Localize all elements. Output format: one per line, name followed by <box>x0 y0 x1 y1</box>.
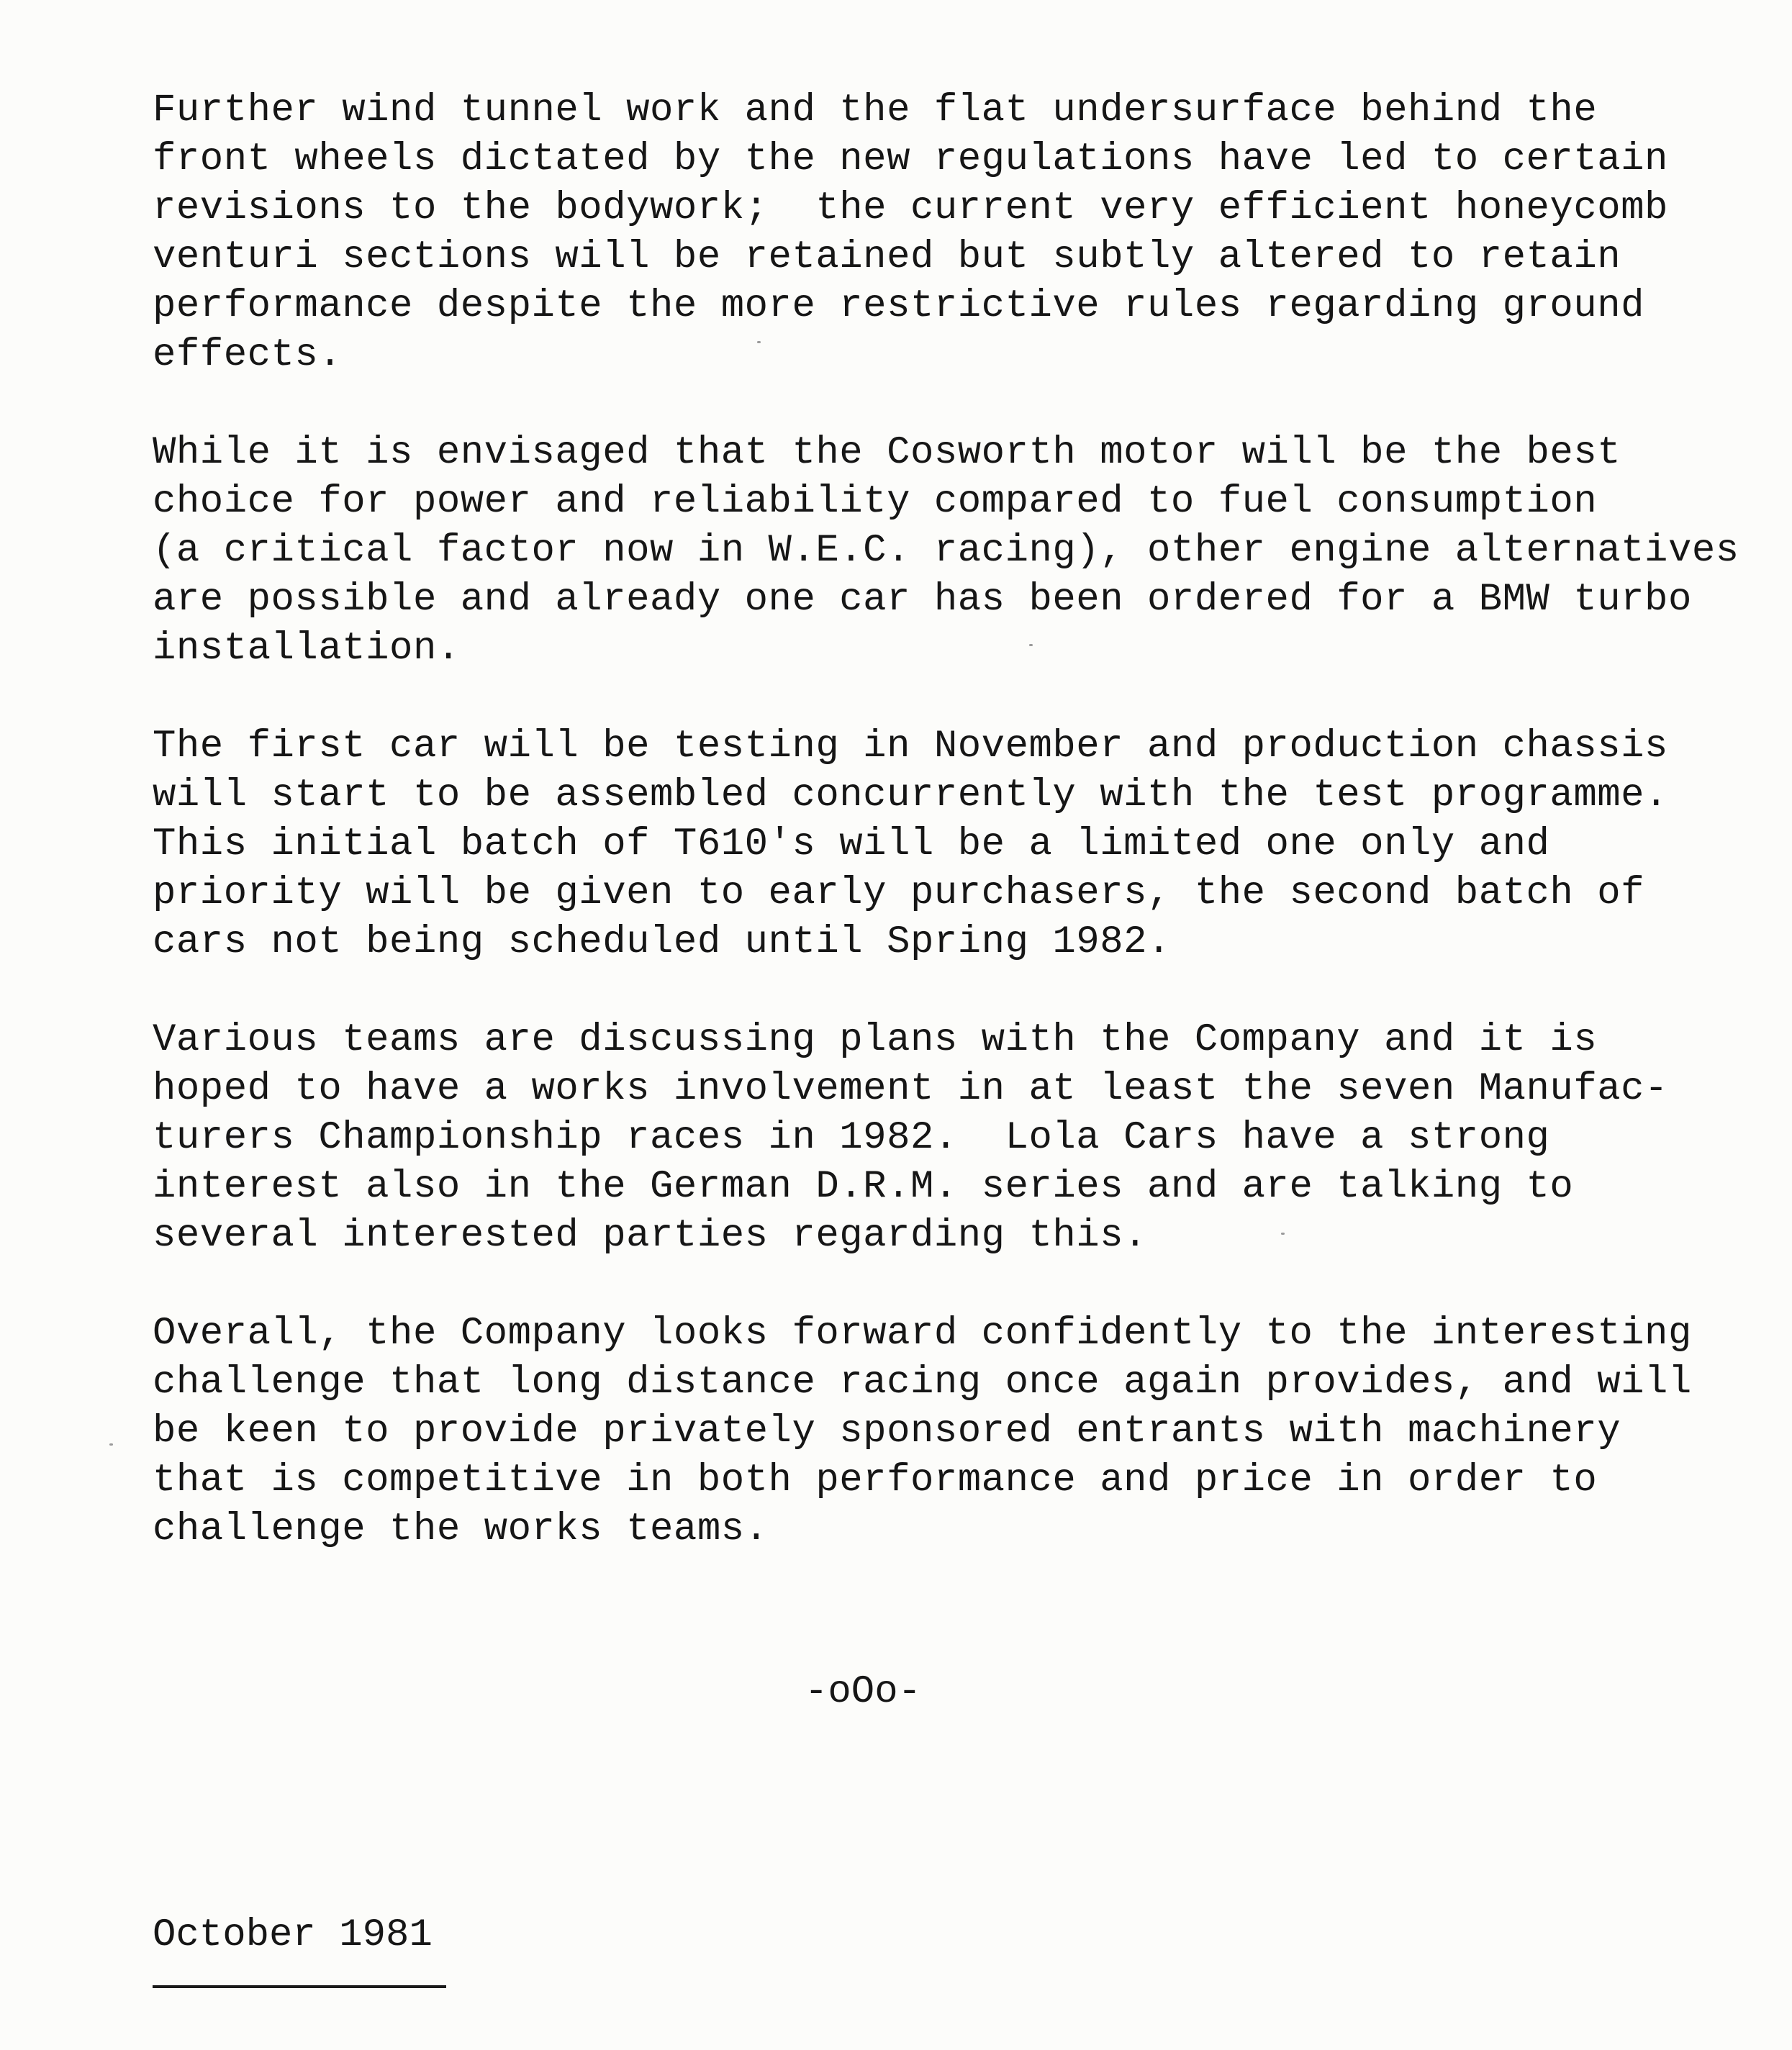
text-line: challenge that long distance racing once again provides, and will <box>153 1361 1692 1405</box>
text-line: effects. <box>153 333 343 377</box>
document-body <box>153 86 1779 1603</box>
text-line: (a critical factor now in W.E.C. racing), other engine alternatives <box>153 529 1739 573</box>
paragraph-overall <box>153 1310 1779 1554</box>
paragraph-wind-tunnel <box>153 86 1779 380</box>
text-line: cars not being scheduled until Spring 1982. <box>153 920 1171 964</box>
paragraph-testing <box>153 722 1779 967</box>
text-line: performance despite the more restrictive rules regarding ground <box>153 284 1645 328</box>
text-line: turers Championship races in 1982. Lola Cars have a strong <box>153 1116 1550 1160</box>
paper-speck <box>109 1443 113 1446</box>
paragraph-engine <box>153 429 1779 673</box>
paper-speck <box>1281 1233 1285 1235</box>
text-line: revisions to the bodywork; the current very efficient honeycomb <box>153 186 1668 230</box>
text-line: hoped to have a works involvement in at least the seven Manufac- <box>153 1067 1668 1111</box>
text-line: choice for power and reliability compared to fuel consumption <box>153 480 1598 524</box>
text-line: Various teams are discussing plans with the Company and it is <box>153 1018 1598 1062</box>
date-underline <box>153 1985 446 1988</box>
text-line: While it is envisaged that the Cosworth motor will be the best <box>153 431 1621 475</box>
text-line: will start to be assembled concurrently with the test programme. <box>153 774 1668 817</box>
document-date: October 1981 <box>153 1913 433 1957</box>
text-line: be keen to provide privately sponsored entrants with machinery <box>153 1410 1621 1453</box>
paragraph-teams <box>153 1016 1779 1261</box>
text-line: interest also in the German D.R.M. series and are talking to <box>153 1165 1574 1209</box>
paper-speck <box>1029 644 1033 646</box>
text-line: front wheels dictated by the new regulations have led to certain <box>153 137 1668 181</box>
text-line: Overall, the Company looks forward confidently to the interesting <box>153 1312 1692 1356</box>
text-line: challenge the works teams. <box>153 1507 769 1551</box>
text-line: that is competitive in both performance and price in order to <box>153 1459 1598 1502</box>
text-line: This initial batch of T610's will be a limited one only and <box>153 822 1550 866</box>
section-separator: -oOo- <box>805 1670 922 1714</box>
text-line: installation. <box>153 627 461 671</box>
text-line: several interested parties regarding this. <box>153 1214 1148 1258</box>
text-line: Further wind tunnel work and the flat undersurface behind the <box>153 89 1598 132</box>
text-line: priority will be given to early purchasers, the second batch of <box>153 871 1645 915</box>
text-line: venturi sections will be retained but subtly altered to retain <box>153 235 1621 279</box>
text-line: are possible and already one car has been ordered for a BMW turbo <box>153 578 1692 622</box>
paper-speck <box>757 341 761 343</box>
text-line: The first car will be testing in November and production chassis <box>153 725 1668 768</box>
